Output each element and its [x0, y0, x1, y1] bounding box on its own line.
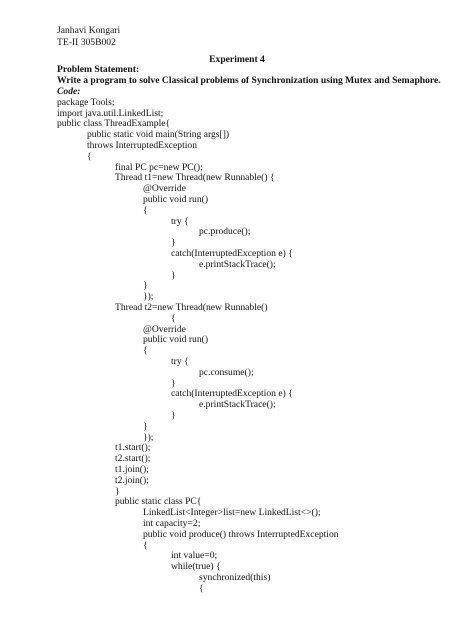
code-line: @Override: [143, 183, 186, 194]
code-line: public void run(): [143, 194, 209, 205]
problem-statement-text: Write a program to solve Classical problems of Synchronization using Mutex and Semaphore.: [57, 75, 441, 86]
code-line: }: [115, 486, 120, 497]
code-line: {: [171, 313, 176, 324]
class-id: TE-II 305B002: [57, 37, 116, 48]
code-line: e.printStackTrace();: [199, 399, 276, 410]
code-line: catch(InterruptedException e) {: [171, 388, 293, 399]
code-line: int value=0;: [171, 550, 218, 561]
code-line: }: [171, 237, 176, 248]
code-line: {: [199, 583, 204, 594]
code-line: }: [171, 270, 176, 281]
code-line: try {: [171, 356, 189, 367]
code-line: }: [143, 280, 148, 291]
code-line: catch(InterruptedException e) {: [171, 248, 293, 259]
code-line: e.printStackTrace();: [199, 259, 276, 270]
code-line: pc.consume();: [199, 367, 254, 378]
code-line: t1.join();: [115, 464, 149, 475]
experiment-title: Experiment 4: [209, 54, 265, 65]
code-line: }: [171, 378, 176, 389]
code-line: int capacity=2;: [143, 518, 201, 529]
code-line: t2.join();: [115, 475, 149, 486]
author-name: Janhavi Kongari: [57, 25, 121, 36]
code-line: Thread t1=new Thread(new Runnable() {: [115, 172, 275, 183]
code-line: {: [143, 540, 148, 551]
code-line: }: [171, 410, 176, 421]
code-line: final PC pc=new PC();: [115, 162, 203, 173]
code-line: @Override: [143, 324, 186, 335]
code-line: t1.start();: [115, 442, 151, 453]
code-line: });: [143, 432, 154, 443]
code-line: public static void main(String args[]): [87, 129, 230, 140]
code-line: LinkedList<Integer>list=new LinkedList<>();: [143, 507, 321, 518]
code-line: {: [143, 205, 148, 216]
code-label: Code:: [57, 86, 81, 97]
code-line: throws InterruptedException: [87, 140, 198, 151]
code-line: t2.start();: [115, 453, 151, 464]
code-line: });: [143, 291, 154, 302]
code-line: while(true) {: [171, 561, 221, 572]
code-line: pc.produce();: [199, 226, 251, 237]
code-line: {: [87, 151, 92, 162]
code-line: import java.util.LinkedList;: [57, 108, 164, 119]
code-line: public void run(): [143, 334, 209, 345]
code-line: package Tools;: [57, 97, 115, 108]
code-line: public static class PC{: [115, 496, 202, 507]
code-line: try {: [171, 216, 189, 227]
code-line: {: [143, 345, 148, 356]
code-line: Thread t2=new Thread(new Runnable(): [115, 302, 268, 313]
code-line: synchronized(this): [199, 572, 271, 583]
code-line: }: [143, 421, 148, 432]
problem-statement-label: Problem Statement:: [57, 64, 140, 75]
code-line: public void produce() throws InterruptedException: [143, 529, 339, 540]
code-line: public class ThreadExample{: [57, 118, 171, 129]
